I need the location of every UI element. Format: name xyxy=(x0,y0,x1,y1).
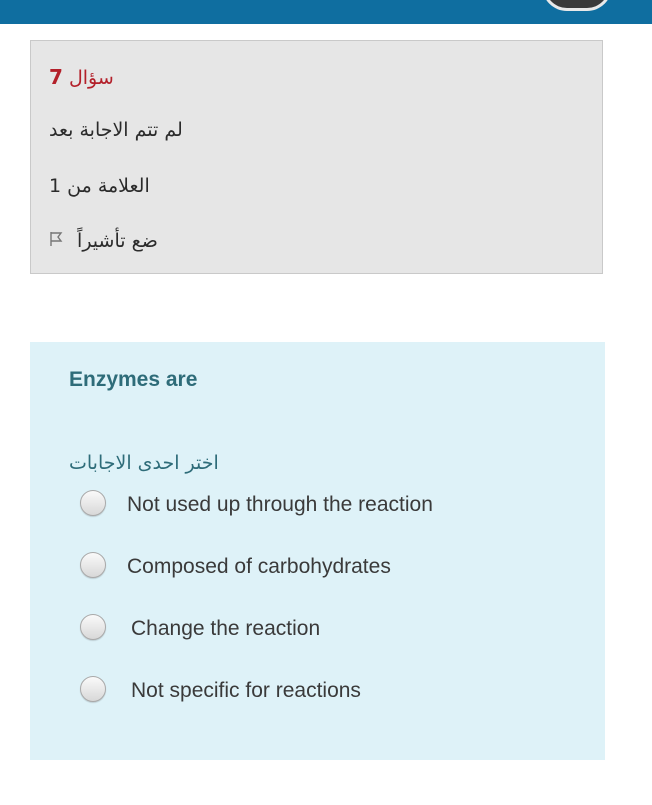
answer-radio[interactable] xyxy=(80,490,106,516)
answer-option[interactable] xyxy=(80,490,530,520)
flag-question-link[interactable] xyxy=(49,230,158,252)
answer-option-label: Composed of carbohydrates xyxy=(127,555,391,578)
app-header-bar xyxy=(0,0,652,24)
question-title-prefix: سؤال xyxy=(68,67,114,89)
answer-option[interactable] xyxy=(80,614,530,644)
question-text: Enzymes are xyxy=(69,368,198,391)
answer-option[interactable] xyxy=(80,676,530,706)
question-number xyxy=(49,65,114,89)
question-status: لم تتم الاجابة بعد xyxy=(49,119,183,141)
answer-radio[interactable] xyxy=(80,676,106,702)
answer-option-label: Not specific for reactions xyxy=(131,679,361,702)
question-mark: العلامة من 1 xyxy=(49,175,150,197)
flag-label: ضع تأشيراً xyxy=(77,230,158,252)
answer-option[interactable] xyxy=(80,552,530,582)
answer-option-label: Change the reaction xyxy=(131,617,321,640)
user-avatar[interactable] xyxy=(542,0,612,11)
answer-prompt: اختر احدى الاجابات xyxy=(69,452,219,474)
answer-option-label: Not used up through the reaction xyxy=(127,493,433,516)
flag-outline-icon xyxy=(49,231,63,252)
question-number-value: 7 xyxy=(49,65,63,89)
question-info-panel xyxy=(30,40,603,274)
answer-radio[interactable] xyxy=(80,614,106,640)
question-content-panel xyxy=(30,342,605,760)
answer-radio[interactable] xyxy=(80,552,106,578)
